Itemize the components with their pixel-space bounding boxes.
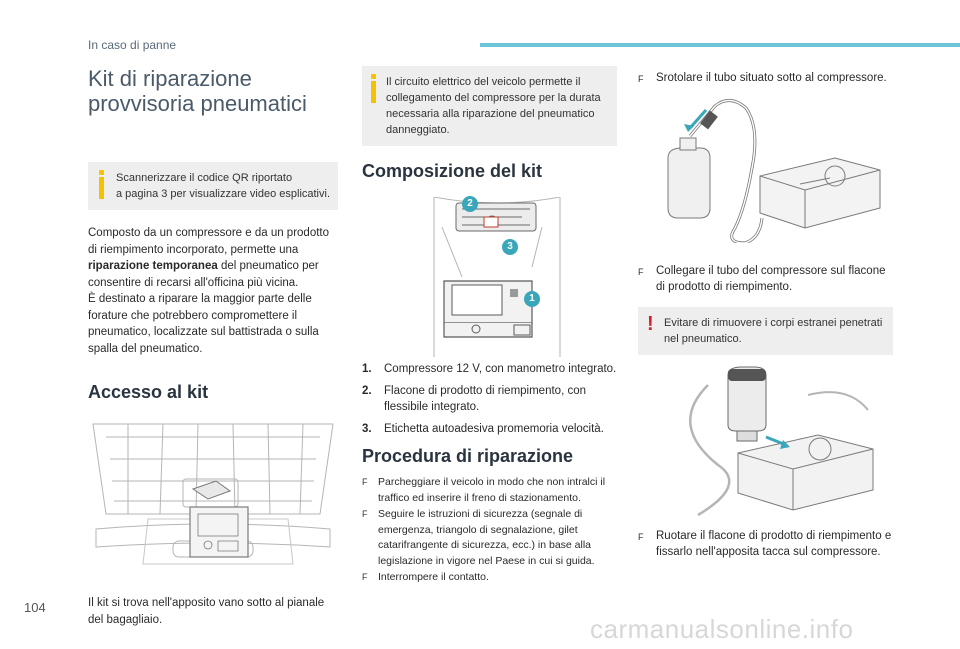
item-number: 1. bbox=[362, 363, 372, 375]
watermark: carmanualsonline.info bbox=[590, 614, 854, 644]
bottle-illustration bbox=[658, 365, 890, 520]
callout-1: 1 bbox=[524, 291, 540, 307]
hose-drawing bbox=[660, 98, 888, 243]
info-circuit-text: Il circuito elettrico del veicolo permette il collegamento del compressore per la durata necessaria alla riparazione del pneumatico danneggiato. bbox=[386, 76, 601, 136]
list-item bbox=[362, 507, 617, 569]
column-left bbox=[88, 66, 338, 628]
section-header: In caso di panne bbox=[88, 38, 177, 52]
info-icon bbox=[98, 170, 106, 200]
warning-box bbox=[638, 307, 893, 355]
item-text: Compressore 12 V, con manometro integrato. bbox=[384, 363, 617, 375]
step-bullet: F bbox=[638, 531, 644, 542]
warning-icon: ! bbox=[647, 312, 654, 335]
page-title-line1: Kit di riparazione bbox=[88, 66, 252, 91]
step-text: Srotolare il tubo situato sotto al compressore. bbox=[656, 72, 887, 84]
step-unroll bbox=[638, 66, 893, 88]
step-bullet: F bbox=[362, 477, 368, 487]
step-text: Parcheggiare il veicolo in modo che non intralci il traffico ed inserire il freno di stazionamento. bbox=[378, 476, 606, 504]
intro-text-2: del pneumatico per consentire di recarsi all'officina più vicina. bbox=[88, 260, 319, 289]
step-text: Seguire le istruzioni di sicurezza (segnale di emergenza, triangolo di segnalazione, gilet catarifrangente di sicurezza, ecc.) in base alla legislazione in vigore nel Paese in cui si guida. bbox=[378, 508, 595, 567]
access-text: Il kit si trova nell'apposito vano sotto al pianale del bagagliaio. bbox=[88, 597, 325, 626]
callout-2: 2 bbox=[462, 196, 478, 212]
step-bullet: F bbox=[638, 266, 644, 277]
trunk-illustration bbox=[88, 419, 338, 569]
intro-text-1: Composto da un compressore e da un prodotto di riempimento incorporato, permette una bbox=[88, 227, 330, 256]
item-text: Etichetta autoadesiva promemoria velocità. bbox=[384, 422, 604, 435]
kit-components-list bbox=[362, 361, 617, 437]
page-title bbox=[88, 66, 338, 116]
list-item bbox=[362, 383, 617, 416]
procedure-heading: Procedura di riparazione bbox=[362, 446, 574, 466]
info-box-circuit bbox=[362, 66, 617, 146]
step-rotate bbox=[638, 528, 893, 561]
info-box-qr bbox=[88, 162, 338, 210]
hose-illustration bbox=[660, 98, 888, 243]
list-item bbox=[362, 361, 617, 378]
trunk-drawing bbox=[88, 419, 338, 569]
callout-3: 3 bbox=[502, 239, 518, 255]
list-item bbox=[362, 570, 617, 586]
intro-paragraph-2: È destinato a riparare la maggior parte delle forature che potrebbero compromettere il pneumatico, localizzate sul battistrada o sulla spalla del pneumatico. bbox=[88, 293, 319, 355]
column-middle bbox=[362, 66, 617, 587]
intro-text-bold: riparazione temporanea bbox=[88, 260, 218, 272]
header-accent-bar bbox=[480, 43, 960, 47]
step-text: Ruotare il flacone di prodotto di riempimento e fissarlo nell'apposita tacca sul compressore. bbox=[656, 529, 892, 558]
step-bullet: F bbox=[362, 572, 368, 582]
intro-paragraph bbox=[88, 225, 338, 291]
step-bullet: F bbox=[638, 74, 644, 84]
info-text-line1: Scannerizzare il codice QR riportato bbox=[116, 172, 293, 184]
page-number: 104 bbox=[24, 600, 46, 615]
step-text: Interrompere il contatto. bbox=[378, 571, 489, 583]
page-title-line2: provvisoria pneumatici bbox=[88, 91, 307, 116]
kit-illustration bbox=[422, 197, 572, 357]
warning-text: Evitare di rimuovere i corpi estranei penetrati nel pneumatico. bbox=[664, 316, 883, 345]
info-text-line2: a pagina 3 per visualizzare video esplicativi. bbox=[116, 188, 331, 200]
procedure-steps bbox=[362, 475, 617, 586]
info-icon bbox=[370, 74, 378, 104]
column-right bbox=[638, 66, 893, 561]
list-item bbox=[362, 421, 617, 438]
item-number: 3. bbox=[362, 422, 372, 435]
access-heading: Accesso al kit bbox=[88, 382, 209, 402]
kit-heading: Composizione del kit bbox=[362, 161, 543, 181]
item-number: 2. bbox=[362, 384, 372, 397]
step-connect bbox=[638, 263, 893, 296]
step-text: Collegare il tubo del compressore sul flacone di prodotto di riempimento. bbox=[656, 264, 886, 293]
kit-drawing bbox=[422, 197, 572, 357]
bottle-drawing bbox=[658, 365, 890, 520]
step-bullet: F bbox=[362, 509, 368, 519]
item-text: Flacone di prodotto di riempimento, con flessibile integrato. bbox=[384, 384, 586, 413]
list-item bbox=[362, 475, 617, 506]
